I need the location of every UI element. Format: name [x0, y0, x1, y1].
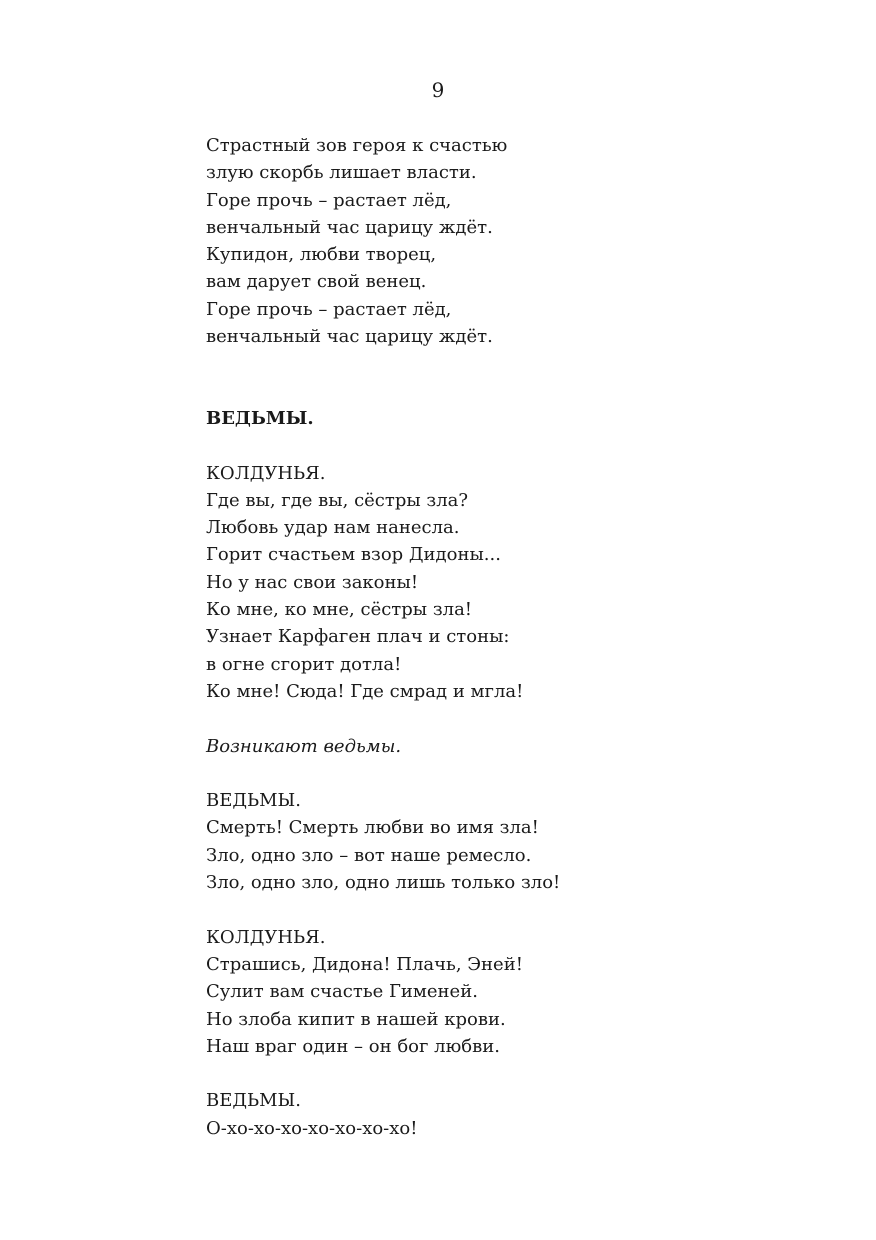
text-line: Любовь удар нам нанесла. [206, 517, 460, 539]
text-line: Наш враг один – он бог любви. [206, 1035, 500, 1057]
text-line: в огне сгорит дотла! [206, 653, 402, 675]
speaker-name: КОЛДУНЬЯ. [206, 926, 326, 948]
blank-line [206, 350, 766, 377]
speaker-name: ВЕДЬМЫ. [206, 1090, 301, 1112]
text-line: Ко мне, ко мне, сёстры зла! [206, 599, 473, 621]
page-number: 9 [431, 78, 445, 102]
text-line: венчальный час царицу ждёт. [206, 326, 493, 348]
text-line: Купидон, любви творец, [206, 244, 437, 266]
document-body [206, 132, 766, 1142]
blank-line [206, 1060, 766, 1087]
stage-direction: Возникают ведьмы. [206, 735, 402, 757]
blank-line [206, 760, 766, 787]
text-line: вам дарует свой венец. [206, 271, 427, 293]
speaker-name: ВЕДЬМЫ. [206, 790, 301, 812]
blank-line [206, 705, 766, 732]
text-line: Сулит вам счастье Гименей. [206, 981, 478, 1003]
text-line: О-хо-хо-хо-хо-хо-хо-хо! [206, 1117, 418, 1139]
blank-line [206, 432, 766, 459]
text-line: Страшись, Дидона! Плачь, Эней! [206, 953, 523, 975]
text-line: Ко мне! Сюда! Где смрад и мгла! [206, 680, 524, 702]
text-line: Зло, одно зло – вот наше ремесло. [206, 844, 532, 866]
text-line: Узнает Карфаген плач и стоны: [206, 626, 510, 648]
text-line: Горе прочь – растает лёд, [206, 189, 452, 211]
text-line: Горе прочь – растает лёд, [206, 298, 452, 320]
text-line: Горит счастьем взор Дидоны... [206, 544, 501, 566]
text-line: Где вы, где вы, сёстры зла? [206, 489, 469, 511]
text-line: Зло, одно зло, одно лишь только зло! [206, 872, 561, 894]
section-heading: ВЕДЬМЫ. [206, 407, 314, 429]
speaker-name: КОЛДУНЬЯ. [206, 462, 326, 484]
text-line: злую скорбь лишает власти. [206, 162, 477, 184]
text-line: венчальный час царицу ждёт. [206, 216, 493, 238]
blank-line [206, 896, 766, 923]
blank-line [206, 378, 766, 405]
text-line: Смерть! Смерть любви во имя зла! [206, 817, 539, 839]
text-line: Но у нас свои законы! [206, 571, 419, 593]
text-line: Страстный зов героя к счастью [206, 135, 508, 156]
text-line: Но злоба кипит в нашей крови. [206, 1008, 506, 1030]
